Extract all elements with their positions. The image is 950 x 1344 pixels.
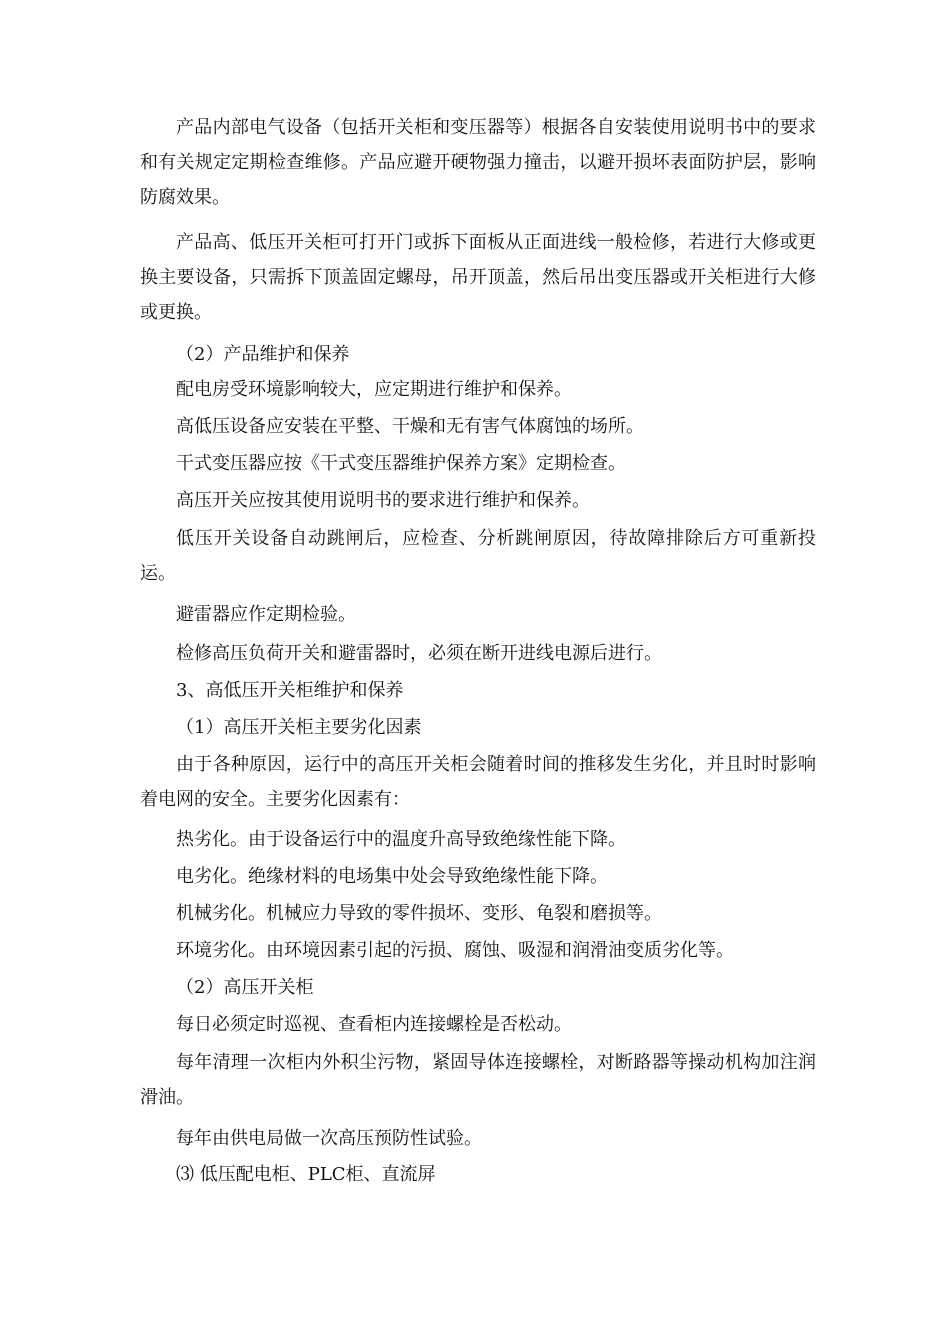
- paragraph-item: 高低压设备应安装在平整、干燥和无有害气体腐蚀的场所。: [176, 416, 644, 437]
- subsection-heading-degradation: （1）高压开关柜主要劣化因素: [176, 717, 422, 738]
- subsection-heading-hv-switchgear: （2）高压开关柜: [176, 977, 314, 998]
- paragraph-item: 干式变压器应按《干式变压器维护保养方案》定期检查。: [176, 453, 626, 474]
- section-heading-maintenance: （2）产品维护和保养: [176, 344, 350, 365]
- paragraph-item: 电劣化。绝缘材料的电场集中处会导致绝缘性能下降。: [176, 866, 608, 887]
- paragraph-item: 每年清理一次柜内外积尘污物，紧固导体连接螺栓，对断路器等操动机构加注润滑油。: [140, 1052, 816, 1108]
- paragraph-item: 检修高压负荷开关和避雷器时，必须在断开进线电源后进行。: [176, 643, 662, 664]
- paragraph-item: 每年由供电局做一次高压预防性试验。: [176, 1128, 482, 1149]
- paragraph-repair-procedure: 产品高、低压开关柜可打开门或拆下面板从正面进线一般检修，若进行大修或更换主要设备，只需拆下顶盖固定螺母，吊开顶盖，然后吊出变压器或开关柜进行大修或更换。: [140, 232, 816, 323]
- paragraph-item: 机械劣化。机械应力导致的零件损坏、变形、龟裂和磨损等。: [176, 903, 662, 924]
- paragraph-item: 低压开关设备自动跳闸后，应检查、分析跳闸原因，待故障排除后方可重新投运。: [140, 528, 816, 584]
- paragraph-item: 热劣化。由于设备运行中的温度升高导致绝缘性能下降。: [176, 829, 626, 850]
- paragraph-item: 高压开关应按其使用说明书的要求进行维护和保养。: [176, 490, 590, 511]
- paragraph-maintenance-intro: 产品内部电气设备（包括开关柜和变压器等）根据各自安装使用说明书中的要求和有关规定定期检查维修。产品应避开硬物强力撞击，以避开损坏表面防护层，影响防腐效果。: [140, 117, 816, 208]
- section-heading-switchgear: 3、高低压开关柜维护和保养: [176, 680, 404, 701]
- paragraph-item: 环境劣化。由环境因素引起的污损、腐蚀、吸湿和润滑油变质劣化等。: [176, 940, 734, 961]
- paragraph-item: 配电房受环境影响较大，应定期进行维护和保养。: [176, 379, 572, 400]
- paragraph-item: 每日必须定时巡视、查看柜内连接螺栓是否松动。: [176, 1014, 572, 1035]
- subsection-heading-lv-cabinet: ⑶ 低压配电柜、PLC柜、直流屏: [176, 1164, 436, 1185]
- paragraph-degradation-intro: 由于各种原因，运行中的高压开关柜会随着时间的推移发生劣化，并且时时影响着电网的安全。主要劣化因素有：: [140, 754, 816, 810]
- paragraph-item: 避雷器应作定期检验。: [176, 604, 356, 625]
